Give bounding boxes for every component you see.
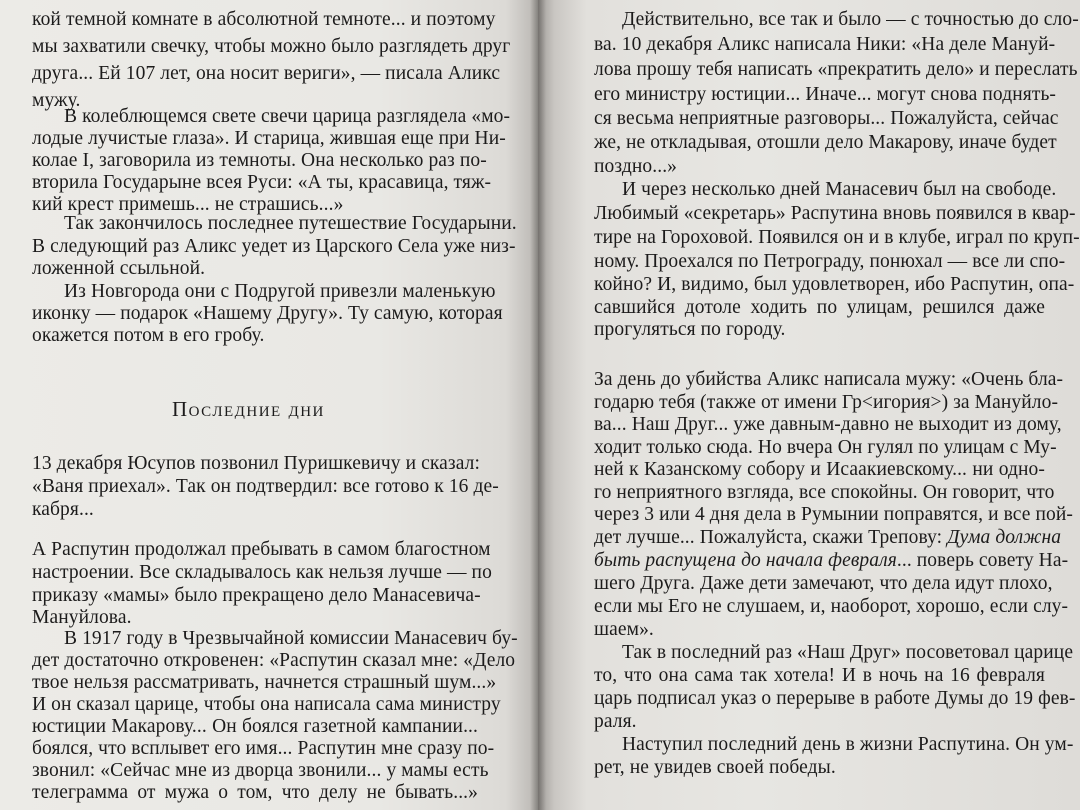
text-line: Из Новгорода они с Подругой привезли маленькую	[64, 281, 496, 302]
text-line: Так в последний раз «Наш Друг» посоветовал царице	[622, 642, 1074, 663]
text-line: ному. Проехался по Петрограду, понюхал — все ли спо-	[594, 251, 1066, 272]
text-line: окажется потом в его гробу.	[32, 325, 265, 346]
text-line: шаем».	[594, 619, 654, 640]
text-line: лова прошу тебя написать «прекратить дело» и переслать	[594, 59, 1078, 80]
text-line: прогуляться по городу.	[594, 319, 786, 340]
text-line: го неприятного взгляда, все спокойны. Он говорит, что	[594, 482, 1055, 503]
text-line: койно? И, видимо, был удовлетворен, ибо Распутин, опа-	[594, 274, 1075, 295]
text-line: ся весьма неприятные разговоры... Пожалуйста, сейчас	[594, 108, 1059, 129]
text-line: В следующий раз Аликс уедет из Царского Села уже низ-	[32, 236, 516, 257]
text-line: И через несколько дней Манасевич был на свободе.	[622, 179, 1057, 200]
text-line: ходит только сюда. Но вчера Он гулял по улицам с Му-	[594, 437, 1057, 458]
text-line: ней к Казанскому собору и Исаакиевскому... ни одно-	[594, 459, 1045, 480]
text-run: ... поверь совету На-	[896, 550, 1069, 571]
text-line: лодые лучистые глаза». И старица, жившая еще при Ни-	[32, 128, 506, 149]
text-line: если мы Его не слушаем, и, наоборот, хорошо, если слу-	[594, 596, 1069, 617]
text-line: Так закончилось последнее путешествие Государыни.	[64, 213, 517, 234]
section-heading: Последние дни	[172, 397, 325, 421]
text-line: 13 декабря Юсупов позвонил Пуришкевичу и сказал:	[32, 453, 480, 474]
text-line: вторила Государыне всея Руси: «А ты, красавица, тяж-	[32, 172, 492, 193]
text-line: через 3 или 4 дня дела в Румынии поправятся, и все пой-	[594, 504, 1074, 525]
text-line: иконку — подарок «Нашему Другу». Ту самую, которая	[32, 303, 503, 324]
text-line: Действительно, все так и было — с точностью до сло-	[622, 9, 1079, 30]
text-line: мужу.	[32, 90, 81, 111]
text-line: же, не откладывая, отошли дело Макарову, иначе будет	[594, 132, 1057, 153]
text-line: телеграмма от мужа о том, что делу не бывать...»	[32, 782, 478, 803]
text-line: колае I, заговорила из темноты. Она несколько раз по-	[32, 150, 487, 171]
text-line: настроении. Все складывалось как нельзя лучше — по	[32, 562, 492, 583]
text-line: В колеблющемся свете свечи царица разглядела «мо-	[64, 106, 511, 127]
text-line: раля.	[594, 711, 637, 732]
italic-run: быть распущена до начала февраля	[594, 550, 897, 571]
text-run: дет лучше... Пожалуйста, скажи Трепову:	[594, 527, 948, 548]
text-line: твое нельзя рассматривать, начнется страшный шум...»	[32, 672, 497, 693]
text-line	[594, 526, 1061, 550]
book-gutter	[530, 0, 546, 810]
text-line: кой темной комнате в абсолютной темноте... и поэтому	[32, 9, 496, 30]
text-line: За день до убийства Аликс написала мужу: «Очень бла-	[594, 369, 1064, 390]
text-line: то, что она сама так хотела! И в ночь на 16 февраля	[594, 665, 1045, 686]
text-line: «Ваня приехал». Так он подтвердил: все готово к 16 де-	[32, 476, 499, 497]
text-line: тире на Гороховой. Появился он и в клубе, играл по круп-	[594, 227, 1080, 248]
text-line: кий крест примешь... не страшись...»	[32, 194, 344, 215]
text-line: друга... Ей 107 лет, она носит вериги», — писала Аликс	[32, 63, 501, 84]
text-line: ва. 10 декабря Аликс написала Ники: «На деле Мануй-	[594, 34, 1056, 55]
text-line: рет, не увидев своей победы.	[594, 757, 836, 778]
text-line: дет достаточно откровенен: «Распутин сказал мне: «Дело	[32, 650, 516, 671]
left-page	[0, 0, 538, 810]
text-line: шего Друга. Даже дети замечают, что дела идут плохо,	[594, 573, 1053, 594]
text-line: савшийся дотоле ходить по улицам, решился даже	[594, 297, 1045, 318]
text-line: юстиции Макарову... Он боялся газетной кампании...	[32, 716, 478, 737]
text-line: царь подписал указ о перерыве в работе Думы до 19 фев-	[594, 688, 1076, 709]
text-line: А Распутин продолжал пребывать в самом благостном	[32, 539, 491, 560]
text-line: кабря...	[32, 499, 94, 520]
text-line	[594, 549, 1068, 573]
text-line: ложенной ссыльной.	[32, 258, 206, 279]
text-line: В 1917 году в Чрезвычайной комиссии Манасевич бу-	[64, 628, 518, 649]
text-line: Мануйлова.	[32, 607, 132, 628]
text-line: Наступил последний день в жизни Распутина. Он ум-	[622, 734, 1074, 755]
text-line: И он сказал царице, чтобы она написала сама министру	[32, 694, 501, 715]
text-line: Любимый «секретарь» Распутина вновь появился в квар-	[594, 203, 1076, 224]
italic-run: Дума должна	[947, 527, 1062, 548]
text-line: поздно...»	[594, 156, 678, 177]
text-line: ва... Наш Друг... уже давным-давно не выходит из дому,	[594, 414, 1062, 435]
text-line: боялся, что всплывет его имя... Распутин мне сразу по-	[32, 738, 495, 759]
text-line: приказу «мамы» было прекращено дело Манасевича-	[32, 585, 481, 606]
text-line: его министру юстиции... Иначе... могут снова поднять-	[594, 84, 1057, 105]
text-line: мы захватили свечку, чтобы можно было разглядеть друг	[32, 36, 511, 57]
text-line: годарю тебя (также от имени Гр<игория>) за Мануйло-	[594, 392, 1059, 413]
text-line: звонил: «Сейчас мне из дворца звонили... у мамы есть	[32, 760, 489, 781]
right-page	[538, 0, 1080, 810]
